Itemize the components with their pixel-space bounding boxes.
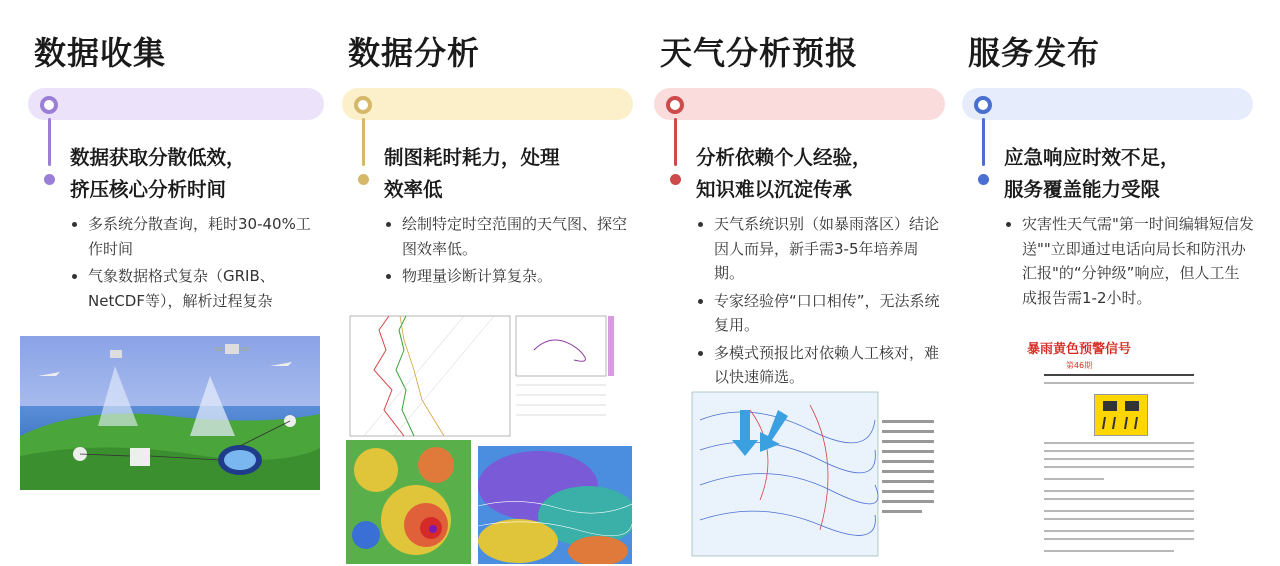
notice-divider xyxy=(1044,374,1194,376)
rainstorm-warning-notice xyxy=(954,338,1204,564)
bullet-item: 天气系统识别（如暴雨落区）结论因人而异，新手需3-5年培养周期。 xyxy=(696,212,946,286)
notice-text-line xyxy=(1044,382,1194,384)
timeline-bar xyxy=(654,88,945,120)
column-title: 天气分析预报 xyxy=(660,34,859,72)
timeline-node-icon xyxy=(354,96,372,114)
bullet-item: 物理量诊断计算复杂。 xyxy=(384,264,634,289)
timeline-bar xyxy=(342,88,633,120)
bullet-item: 多模式预报比对依赖人工核对，难以快速筛选。 xyxy=(696,341,946,390)
notice-text-line xyxy=(1044,442,1194,444)
notice-text-line xyxy=(1044,490,1194,492)
heading-line-2: 效率低 xyxy=(384,178,443,201)
heading-marker-icon xyxy=(358,174,369,185)
notice-text-line xyxy=(1044,518,1194,520)
timeline-node-icon xyxy=(666,96,684,114)
timeline-node-icon xyxy=(974,96,992,114)
timeline-bar xyxy=(28,88,324,120)
notice-text-line xyxy=(1044,458,1194,460)
bullet-item: 专家经验停“口口相传”，无法系统复用。 xyxy=(696,289,946,338)
bullet-list xyxy=(70,212,320,316)
observation-system-illustration xyxy=(20,336,320,490)
notice-text-line xyxy=(1044,498,1194,500)
heading-marker-icon xyxy=(670,174,681,185)
skew-t-diagram xyxy=(344,310,624,440)
bullet-item: 绘制特定时空范围的天气图、探空图效率低。 xyxy=(384,212,634,261)
radar-reflectivity-map xyxy=(346,440,471,564)
water-vapor-map xyxy=(478,446,632,564)
timeline-connector xyxy=(362,118,365,166)
heading-line-2: 知识难以沉淀传承 xyxy=(696,178,853,201)
column-heading xyxy=(696,142,946,206)
timeline-connector xyxy=(982,118,985,166)
column-heading xyxy=(384,142,634,206)
synoptic-weather-chart xyxy=(690,390,940,560)
heading-line-1: 应急响应时效不足， xyxy=(1004,146,1180,169)
timeline-connector xyxy=(674,118,677,166)
notice-text-line xyxy=(1044,478,1104,480)
notice-title: 暴雨黄色预警信号 xyxy=(1026,342,1131,357)
heading-line-1: 分析依赖个人经验， xyxy=(696,146,872,169)
heading-line-2: 服务覆盖能力受限 xyxy=(1004,178,1161,201)
notice-text-line xyxy=(1044,538,1194,540)
notice-text-line xyxy=(1044,510,1194,512)
bullet-list xyxy=(384,212,634,292)
heading-line-2: 挤压核心分析时间 xyxy=(70,178,227,201)
warning-sign-icon xyxy=(1094,394,1148,436)
bullet-item: 灾害性天气需"第一时间编辑短信发送""立即通过电话向局长和防汛办汇报"的“分钟级”响应，但人工生成报告需1-2小时。 xyxy=(1004,212,1254,310)
notice-text-line xyxy=(1044,530,1194,532)
notice-number: 第46期 xyxy=(1065,361,1093,370)
column-title: 服务发布 xyxy=(968,34,1101,72)
notice-text-line xyxy=(1044,450,1194,452)
timeline-bar xyxy=(962,88,1253,120)
bullet-list xyxy=(696,212,946,393)
timeline-node-icon xyxy=(40,96,58,114)
column-title: 数据收集 xyxy=(34,34,167,72)
notice-text-line xyxy=(1044,550,1174,552)
heading-line-1: 数据获取分散低效， xyxy=(70,146,246,169)
bullet-list xyxy=(1004,212,1254,313)
bullet-item: 多系统分散查询，耗时30-40%工作时间 xyxy=(70,212,320,261)
heading-marker-icon xyxy=(44,174,55,185)
heading-marker-icon xyxy=(978,174,989,185)
notice-text-line xyxy=(1044,466,1194,468)
column-title: 数据分析 xyxy=(348,34,481,72)
heading-line-1: 制图耗时耗力，处理 xyxy=(384,146,560,169)
timeline-connector xyxy=(48,118,51,166)
column-heading xyxy=(70,142,320,206)
bullet-item: 气象数据格式复杂（GRIB、NetCDF等），解析过程复杂 xyxy=(70,264,320,313)
column-heading xyxy=(1004,142,1254,206)
